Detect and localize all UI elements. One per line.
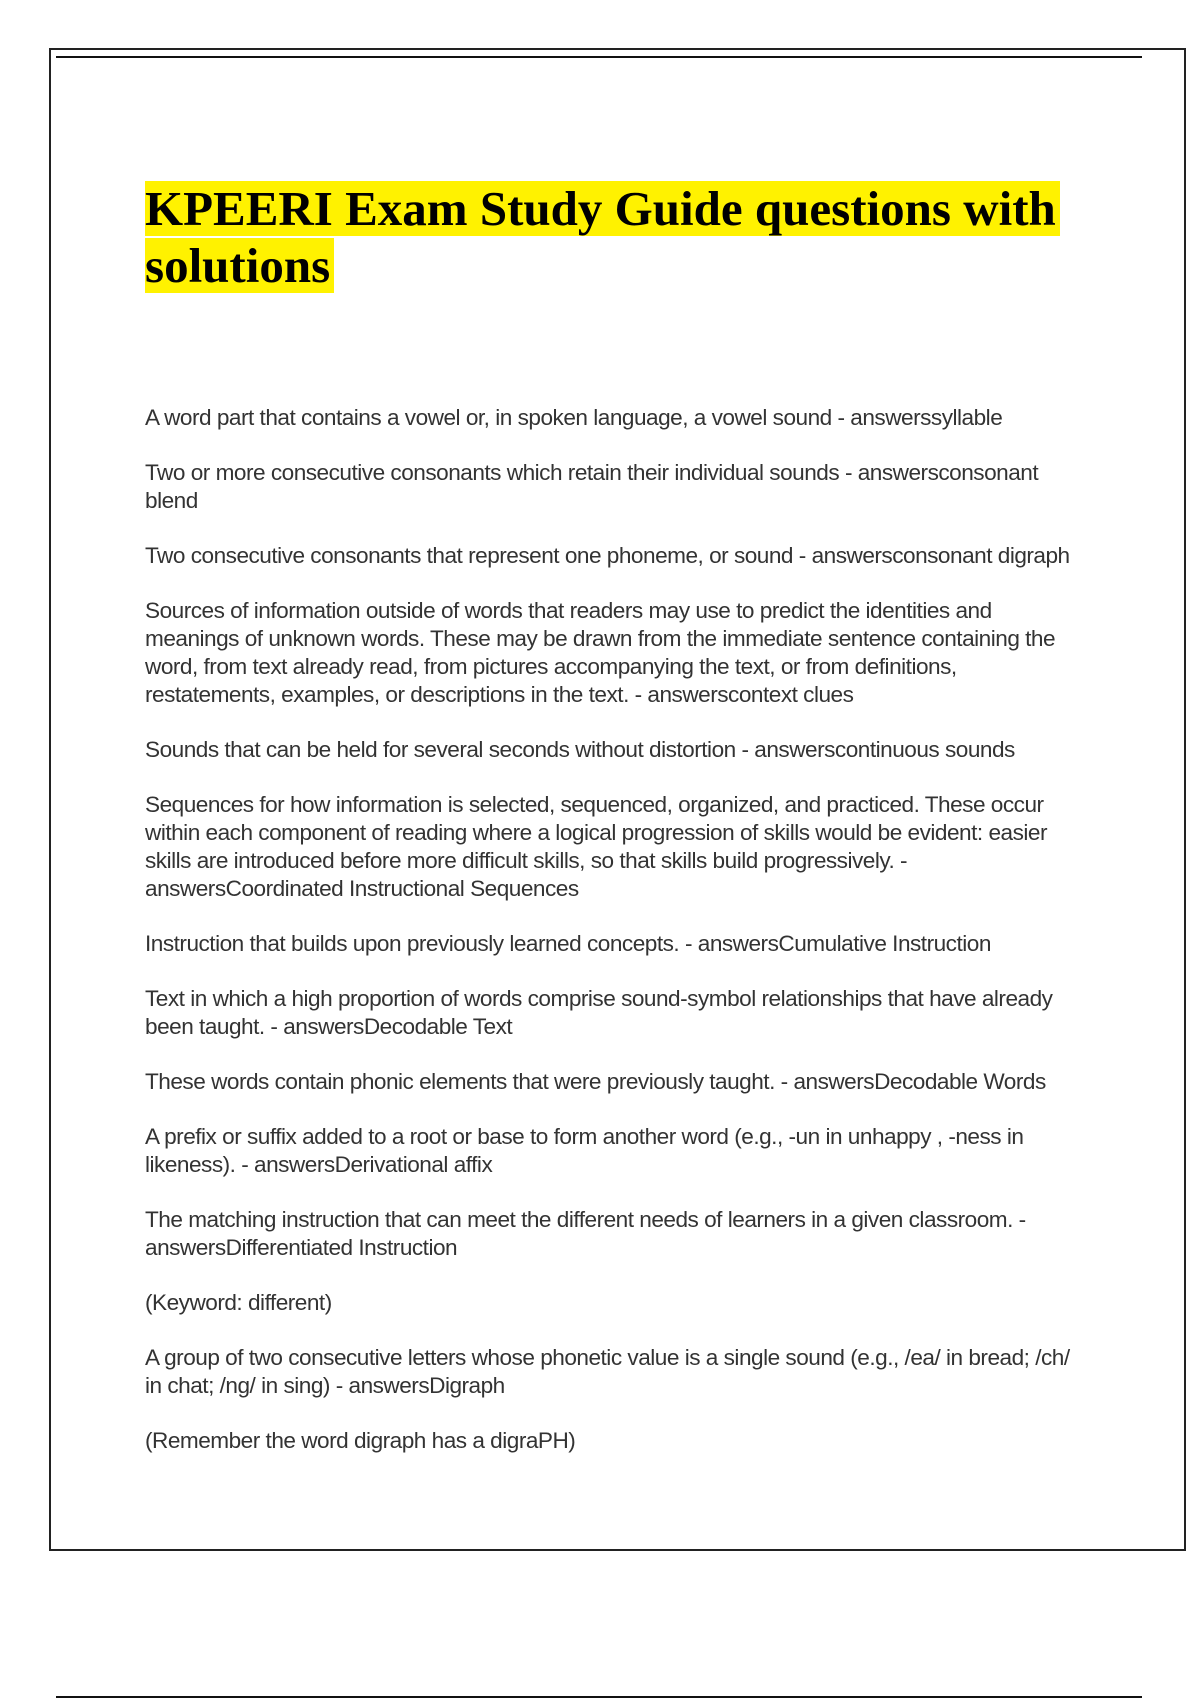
header-rule bbox=[56, 56, 1142, 58]
footer-rule bbox=[56, 1696, 1142, 1698]
qa-entry: Instruction that builds upon previously learned concepts. - answersCumulative Instruction bbox=[145, 931, 991, 956]
qa-entry: A prefix or suffix added to a root or base to form another word (e.g., -un in unhappy , -ness in likeness). - answersDerivational affix bbox=[145, 1124, 1024, 1177]
qa-entry: The matching instruction that can meet the different needs of learners in a given classroom. - answersDifferentiated Instruction bbox=[145, 1207, 1026, 1260]
qa-entry: Sources of information outside of words that readers may use to predict the identities and meanings of unknown words. These may be drawn from the immediate sentence containing the word, from text already read, from pictures accompanying the text, or from definitions, restatements, examples, or descriptions in the text. - answerscontext clues bbox=[145, 598, 1056, 707]
highlighted-title-text: KPEERI Exam Study Guide questions with solutions bbox=[145, 181, 1060, 293]
qa-note: (Remember the word digraph has a digraPH) bbox=[145, 1428, 576, 1453]
qa-entry: A group of two consecutive letters whose phonetic value is a single sound (e.g., /ea/ in bread; /ch/ in chat; /ng/ in sing) - answersDigraph bbox=[145, 1345, 1070, 1398]
qa-entry: Two consecutive consonants that represent one phoneme, or sound - answersconsonant digraph bbox=[145, 543, 1070, 568]
qa-note: (Keyword: different) bbox=[145, 1290, 332, 1315]
document-title bbox=[145, 180, 1065, 294]
qa-list bbox=[145, 404, 1090, 1482]
qa-entry: Text in which a high proportion of words comprise sound-symbol relationships that have already been taught. - answersDecodable Text bbox=[145, 986, 1053, 1039]
qa-entry: A word part that contains a vowel or, in spoken language, a vowel sound - answerssyllable bbox=[145, 405, 1003, 430]
qa-entry: Two or more consecutive consonants which retain their individual sounds - answersconsonant blend bbox=[145, 460, 1039, 513]
title-block bbox=[145, 180, 1065, 294]
qa-entry: Sequences for how information is selected, sequenced, organized, and practiced. These occur within each component of reading where a logical progression of skills would be evident: easier skills are introduced before more difficult skills, so that skills build progressively. - answersCoordinated Instructional Sequences bbox=[145, 792, 1047, 901]
qa-entry: These words contain phonic elements that were previously taught. - answersDecodable Words bbox=[145, 1069, 1046, 1094]
qa-entry: Sounds that can be held for several seconds without distortion - answerscontinuous sounds bbox=[145, 737, 1015, 762]
